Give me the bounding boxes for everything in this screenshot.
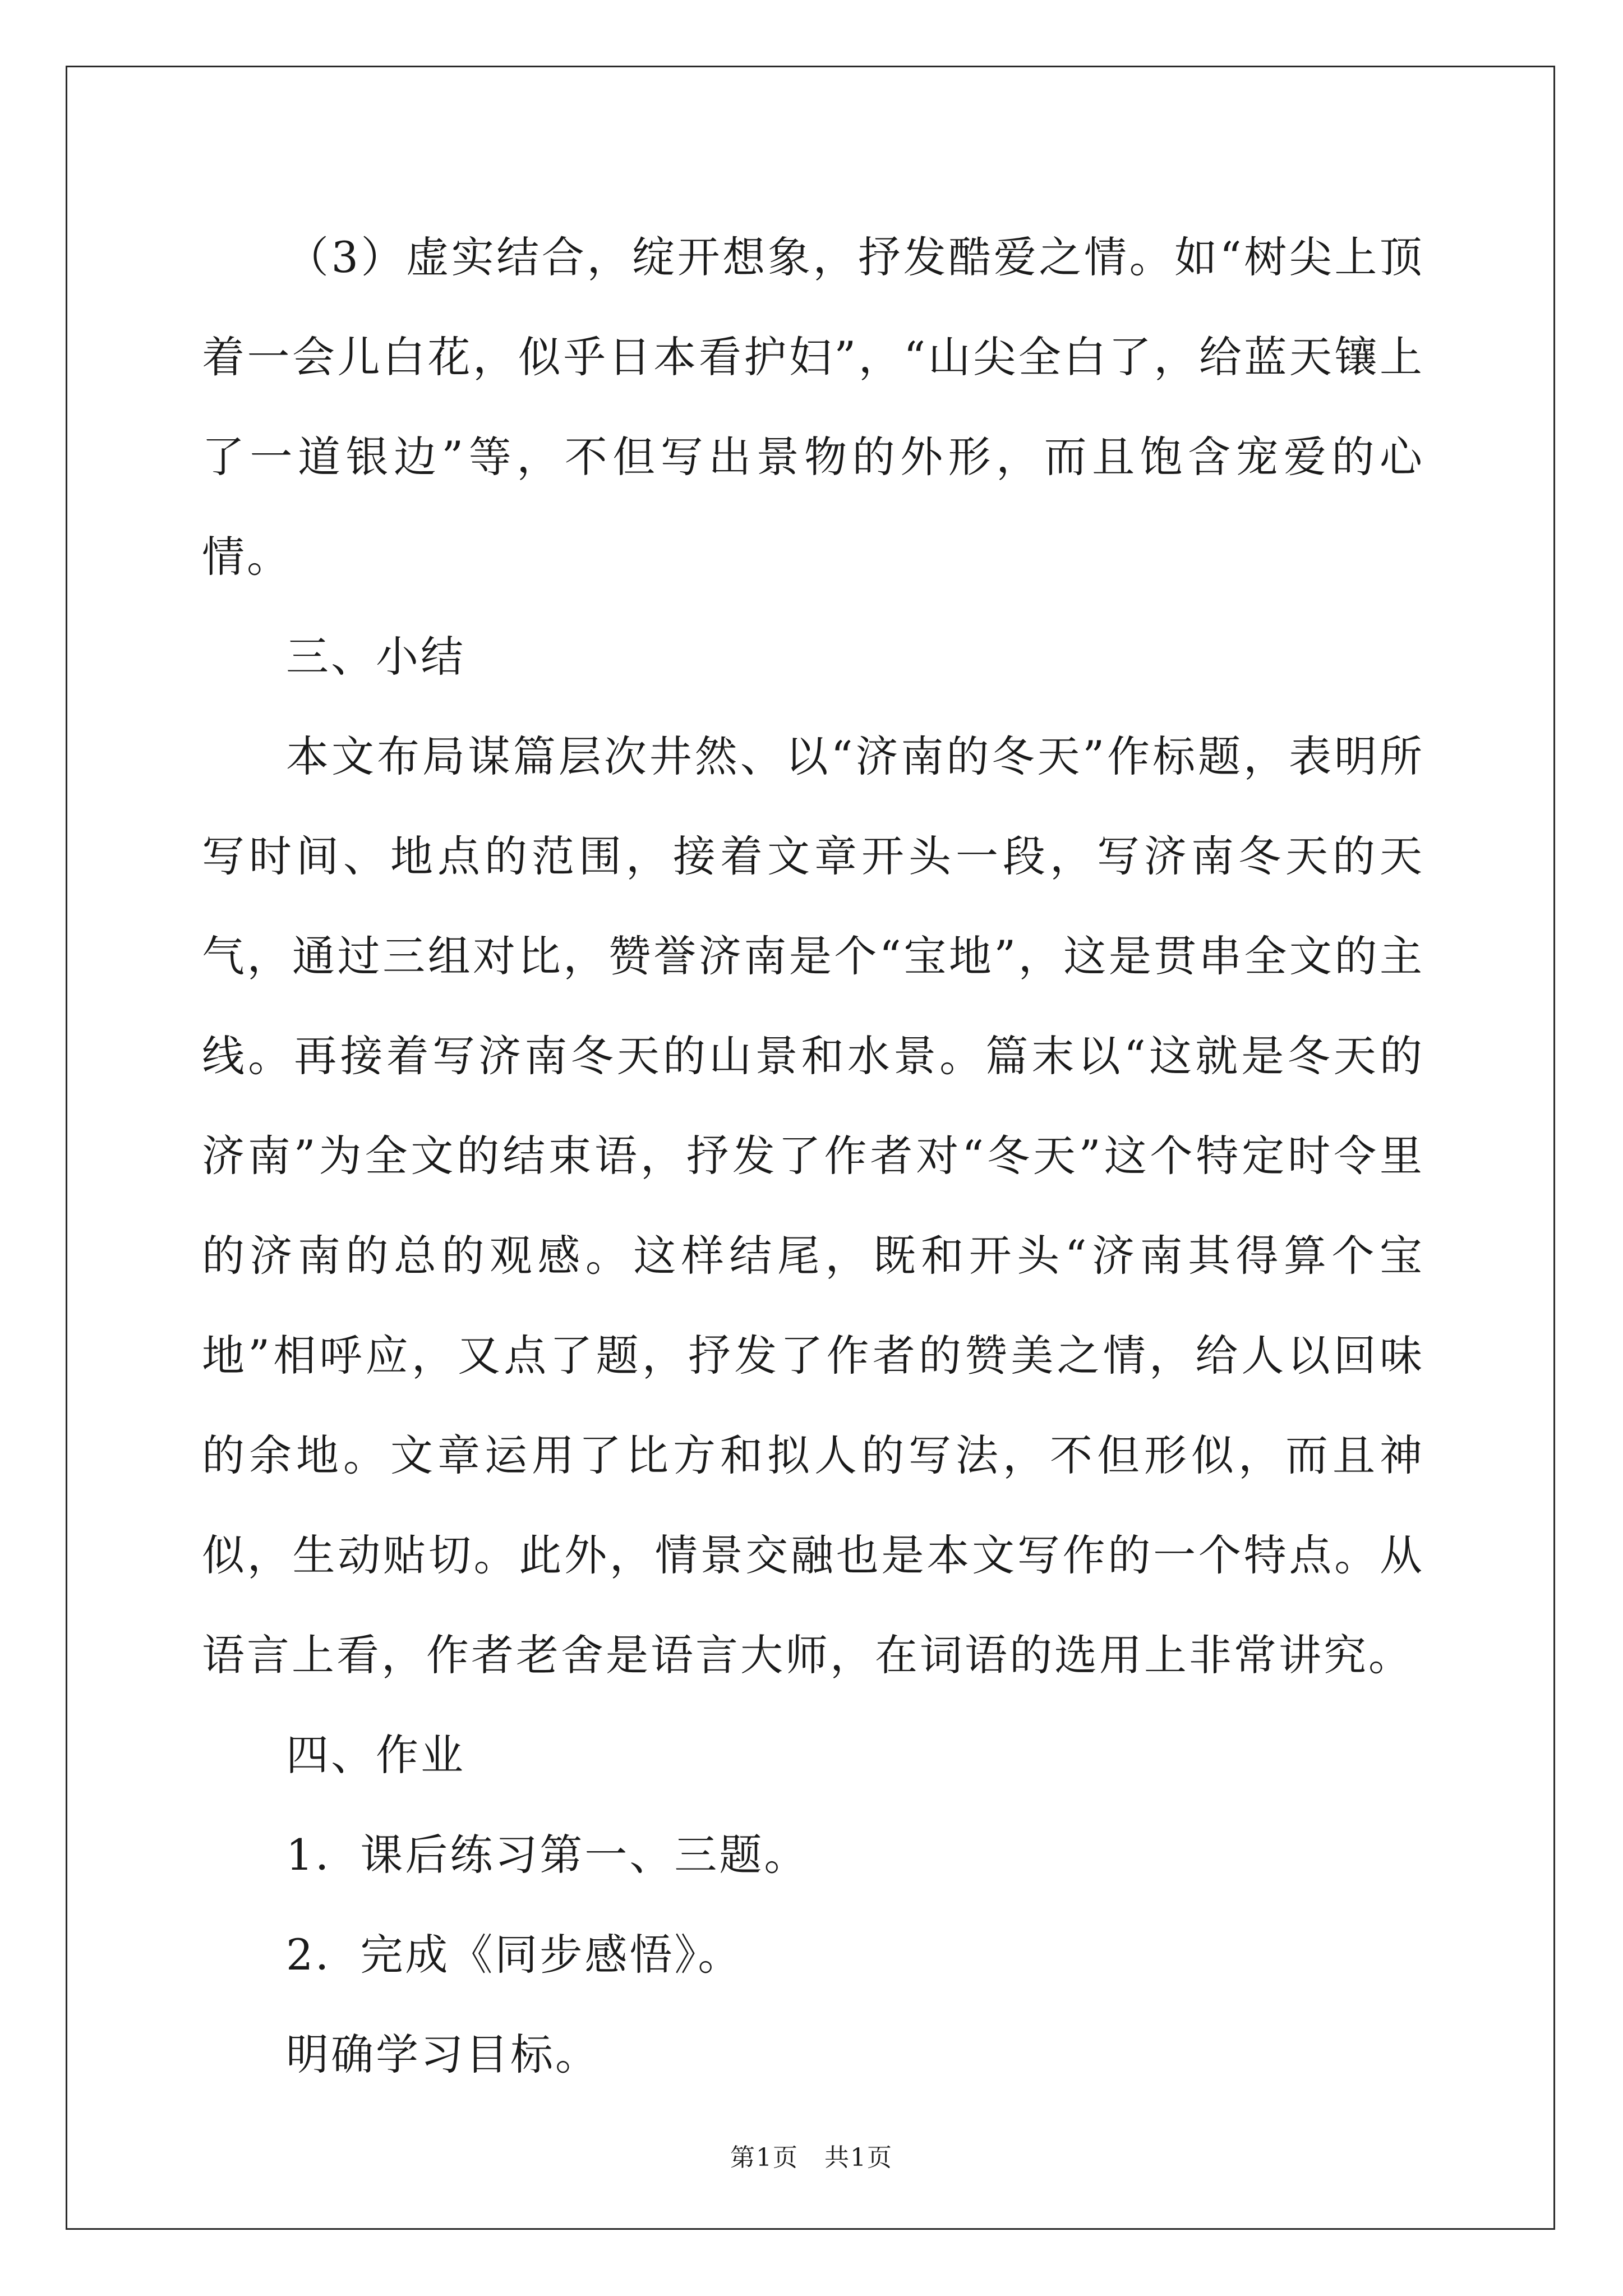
paragraph-method-3: （3）虚实结合，绽开想象，抒发酷爱之情。如“树尖上顶着一会儿白花，似乎日本看护妇”，“山尖全白了，给蓝天镶上了一道银边”等，不但写出景物的外形，而且饱含宠爱的心情。 bbox=[202, 232, 1424, 582]
paragraph-summary: 本文布局谋篇层次井然、以“济南的冬天”作标题，表明所写时间、地点的范围，接着文章开头一段，写济南冬天的天气，通过三组对比，赞誉济南是个“宝地”，这是贯串全文的主线。再接着写济南冬天的山景和水景。篇末以“这就是冬天的济南”为全文的结束语，抒发了作者对“冬天”这个特定时令里的济南的总的观感。这样结尾，既和开头“济南其得算个宝地”相呼应，又点了题，抒发了作者的赞美之情，给人以回味的余地。文章运用了比方和拟人的写法，不但形似，而且神似，生动贴切。此外，情景交融也是本文写作的一个特点。从语言上看，作者老舍是语言大师，在词语的选用上非常讲究。 bbox=[202, 731, 1424, 1680]
homework-item-2: 2．完成《同步感悟》。 bbox=[286, 1930, 743, 1980]
document-body bbox=[202, 208, 1424, 2105]
section-heading-summary: 三、小结 bbox=[286, 632, 465, 682]
section-heading-homework: 四、作业 bbox=[286, 1730, 465, 1780]
page-number-footer: 第1页 共1页 bbox=[730, 2143, 893, 2172]
paragraph-learning-goal: 明确学习目标。 bbox=[286, 2030, 600, 2079]
homework-item-1: 1．课后练习第一、三题。 bbox=[286, 1830, 809, 1880]
